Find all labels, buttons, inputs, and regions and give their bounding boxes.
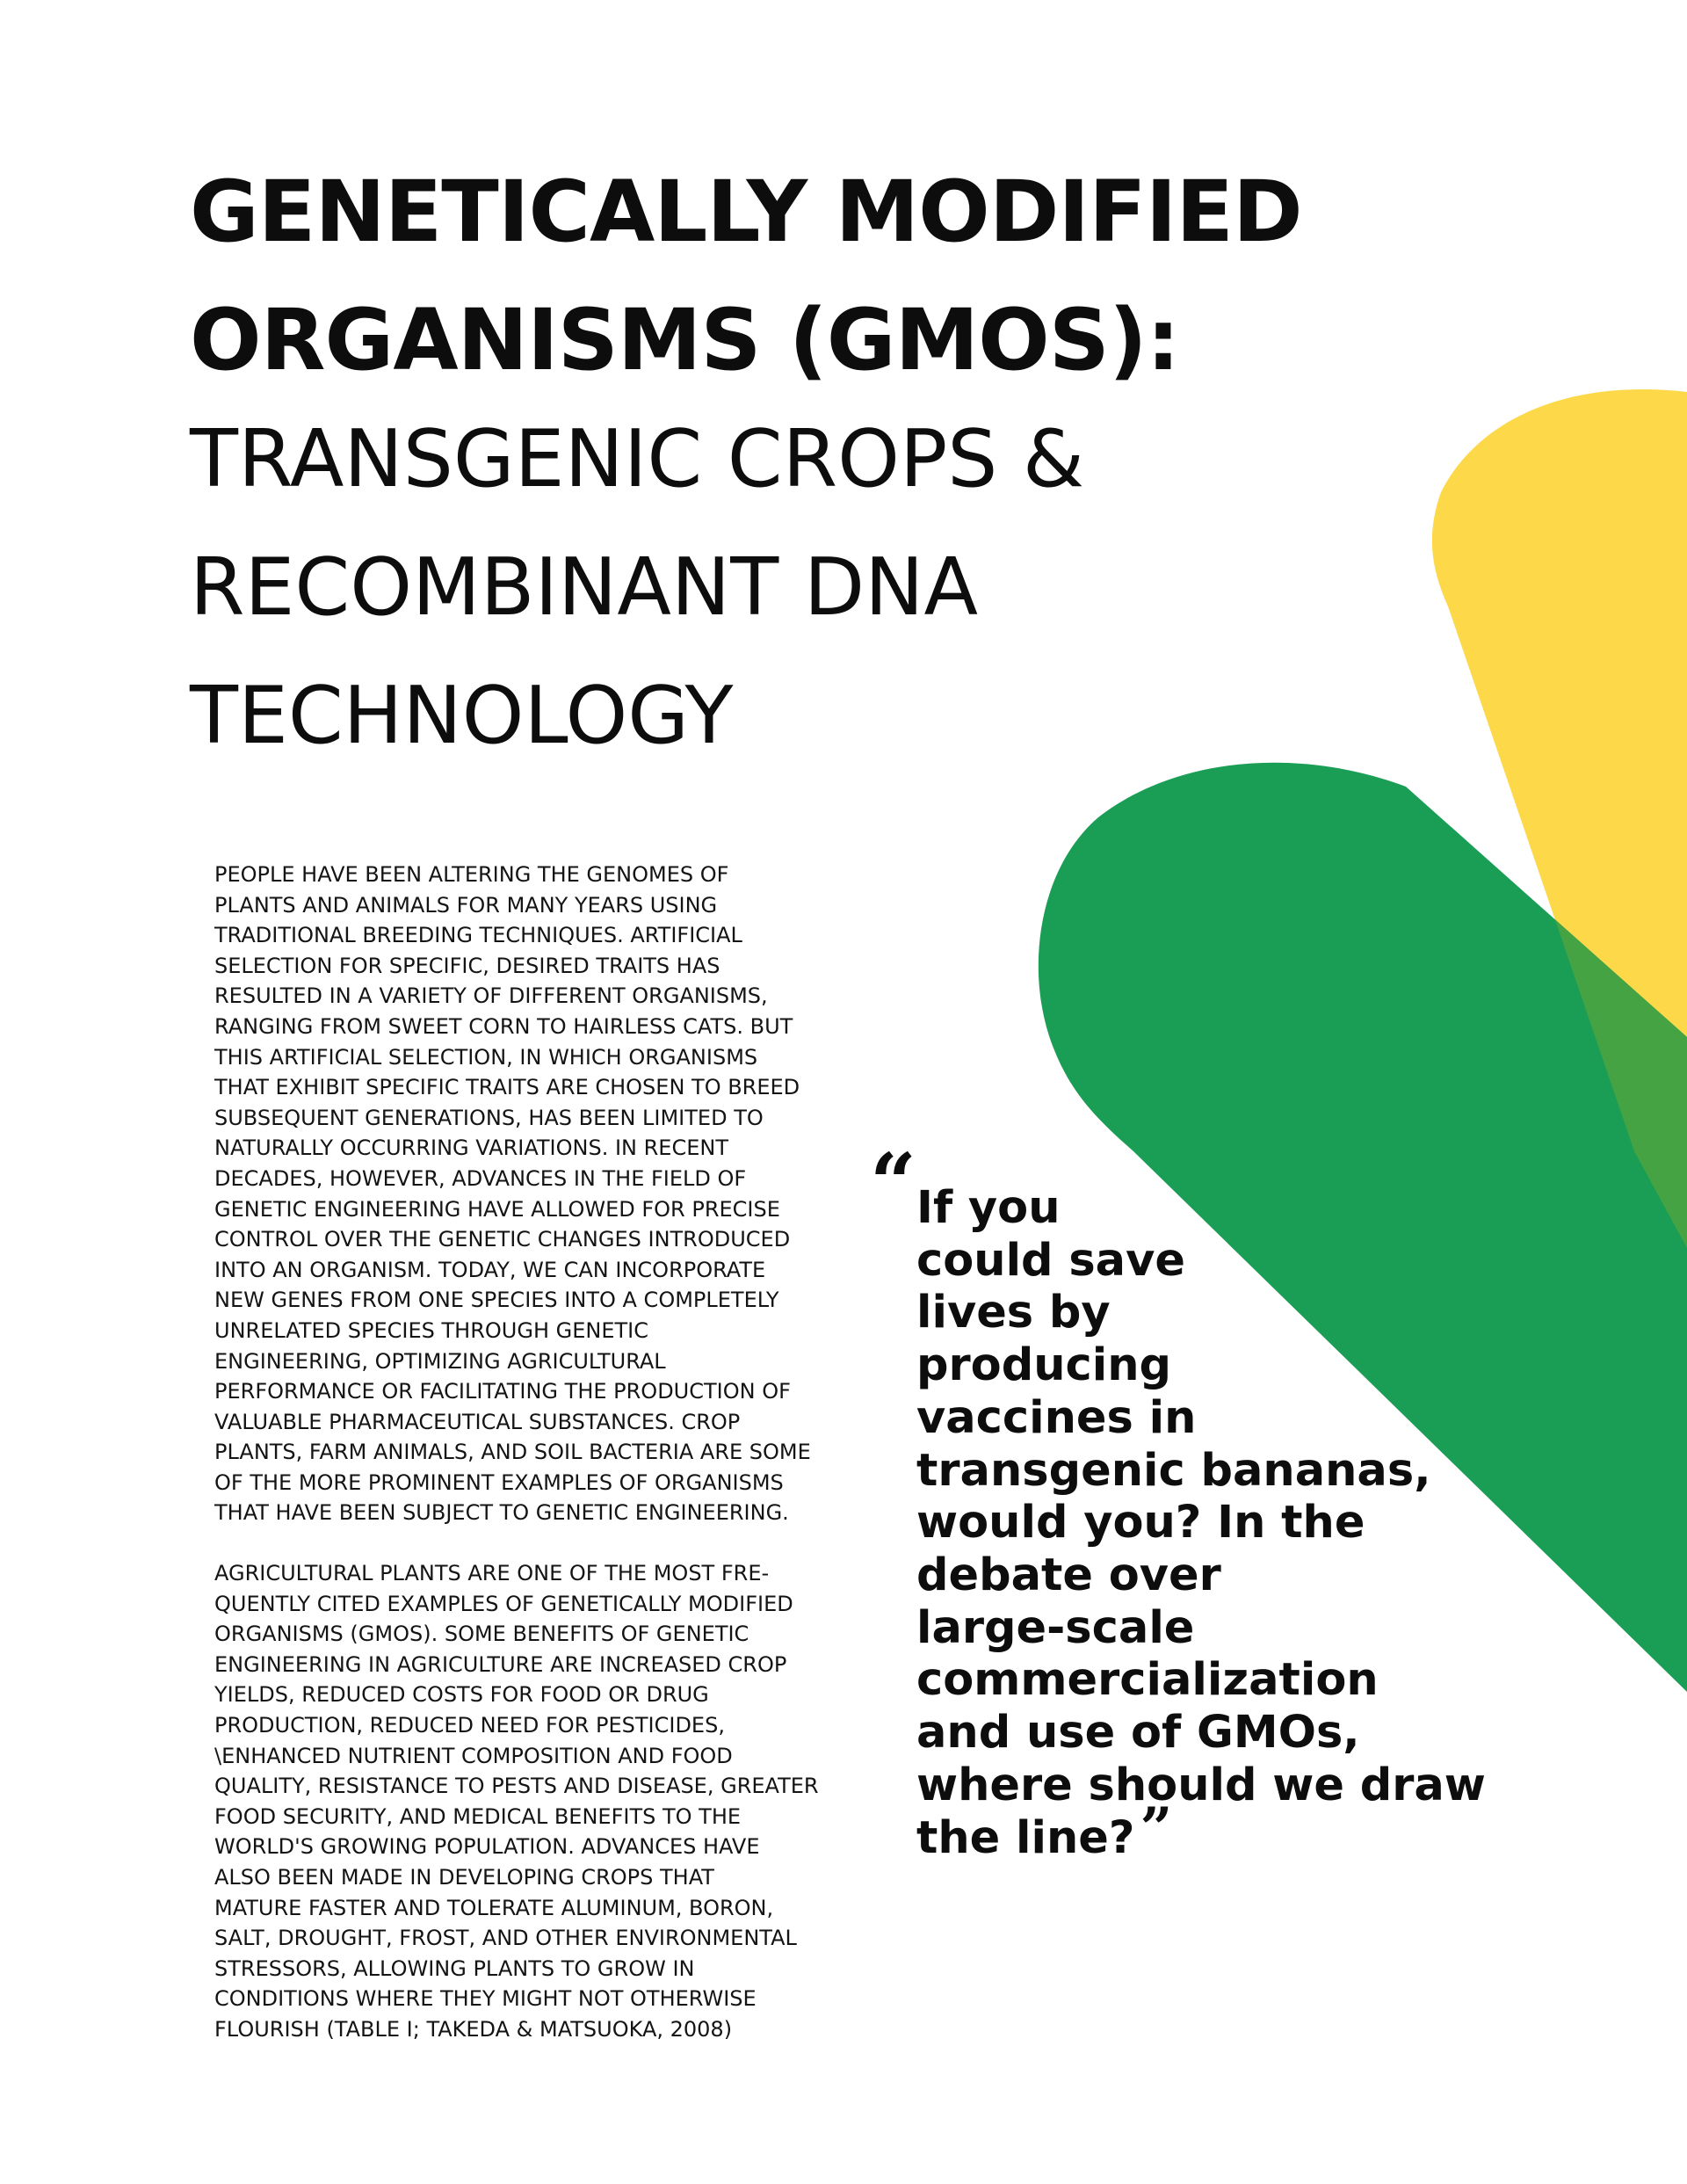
text-line: ORGANISMS (GMOS). SOME BENEFITS OF GENETIC xyxy=(214,1622,749,1647)
title-light-line: RECOMBINANT DNA xyxy=(190,541,979,634)
text-line: THAT EXHIBIT SPECIFIC TRAITS ARE CHOSEN TO BREED xyxy=(214,1075,800,1100)
quote-close-mark: ” xyxy=(1140,1796,1173,1862)
text-line: THAT HAVE BEEN SUBJECT TO GENETIC ENGINEERING. xyxy=(214,1500,789,1526)
title-bold-line: GENETICALLY MODIFIED xyxy=(190,163,1302,261)
text-line: QUENTLY CITED EXAMPLES OF GENETICALLY MODIFIED xyxy=(214,1591,793,1616)
text-line: MATURE FASTER AND TOLERATE ALUMINUM, BORON, xyxy=(214,1895,774,1920)
quote-line: large-scale xyxy=(916,1601,1195,1654)
quote-open-mark: “ xyxy=(870,1136,916,1230)
text-line: OF THE MORE PROMINENT EXAMPLES OF ORGANISMS xyxy=(214,1469,784,1495)
text-line: RANGING FROM SWEET CORN TO HAIRLESS CATS. BUT xyxy=(214,1013,793,1039)
text-line: YIELDS, REDUCED COSTS FOR FOOD OR DRUG xyxy=(214,1682,709,1708)
pull-quote xyxy=(916,1182,1549,1865)
text-line: ALSO BEEN MADE IN DEVELOPING CROPS THAT xyxy=(214,1865,714,1890)
text-line: PLANTS, FARM ANIMALS, AND SOIL BACTERIA ARE SOME xyxy=(214,1440,811,1465)
text-line: RESULTED IN A VARIETY OF DIFFERENT ORGANISMS, xyxy=(214,983,768,1009)
title-subtitle xyxy=(190,395,1084,780)
text-line: ENGINEERING IN AGRICULTURE ARE INCREASED CROP xyxy=(214,1651,787,1677)
quote-line: debate over xyxy=(916,1549,1221,1601)
title-bold xyxy=(190,148,1302,404)
text-line: SELECTION FOR SPECIFIC, DESIRED TRAITS HAS xyxy=(214,953,720,978)
text-line: PLANTS AND ANIMALS FOR MANY YEARS USING xyxy=(214,892,718,918)
text-line: AGRICULTURAL PLANTS ARE ONE OF THE MOST FRE- xyxy=(214,1561,770,1586)
body-text xyxy=(190,860,858,2045)
text-line: FLOURISH (TABLE I; TAKEDA & MATSUOKA, 2008) xyxy=(214,2016,733,2042)
text-line: FOOD SECURITY, AND MEDICAL BENEFITS TO THE xyxy=(214,1803,742,1829)
text-line: PRODUCTION, REDUCED NEED FOR PESTICIDES, xyxy=(214,1713,725,1738)
text-line: PERFORMANCE OR FACILITATING THE PRODUCTION OF xyxy=(214,1379,791,1404)
text-line: PEOPLE HAVE BEEN ALTERING THE GENOMES OF xyxy=(214,862,729,887)
text-line: WORLD'S GROWING POPULATION. ADVANCES HAVE xyxy=(214,1834,760,1860)
quote-line: If you xyxy=(916,1182,1061,1234)
title-bold-line: ORGANISMS (GMOS): xyxy=(190,291,1180,389)
text-line: UNRELATED SPECIES THROUGH GENETIC xyxy=(214,1317,648,1343)
text-line: SUBSEQUENT GENERATIONS, HAS BEEN LIMITED TO xyxy=(214,1105,764,1130)
quote-line: transgenic bananas, xyxy=(916,1444,1431,1497)
text-line: \ENHANCED NUTRIENT COMPOSITION AND FOOD xyxy=(214,1743,733,1768)
paragraph-2 xyxy=(190,1558,858,2045)
text-line: INTO AN ORGANISM. TODAY, WE CAN INCORPORATE xyxy=(214,1257,766,1282)
text-line: NATURALLY OCCURRING VARIATIONS. IN RECENT xyxy=(214,1136,728,1161)
quote-line: would you? In the xyxy=(916,1497,1365,1549)
text-line: ENGINEERING, OPTIMIZING AGRICULTURAL xyxy=(214,1348,666,1374)
quote-line: producing xyxy=(916,1339,1172,1392)
paragraph-1 xyxy=(190,860,858,1528)
text-line: TRADITIONAL BREEDING TECHNIQUES. ARTIFICIAL xyxy=(214,923,742,948)
title-light-line: TRANSGENIC CROPS & xyxy=(190,413,1085,505)
quote-line: the line? xyxy=(916,1812,1135,1865)
quote-line: vaccines in xyxy=(916,1391,1197,1444)
text-line: THIS ARTIFICIAL SELECTION, IN WHICH ORGANISMS xyxy=(214,1044,758,1070)
text-line: GENETIC ENGINEERING HAVE ALLOWED FOR PRECISE xyxy=(214,1196,780,1222)
title-light-line: TECHNOLOGY xyxy=(190,670,734,762)
text-line: VALUABLE PHARMACEUTICAL SUBSTANCES. CROP xyxy=(214,1409,741,1434)
quote-line: and use of GMOs, xyxy=(916,1707,1360,1760)
quote-line: where should we draw xyxy=(916,1759,1486,1811)
quote-line-last xyxy=(916,1796,1549,1865)
text-line: CONDITIONS WHERE THEY MIGHT NOT OTHERWISE xyxy=(214,1986,757,2012)
quote-line: commercialization xyxy=(916,1654,1379,1707)
text-line: NEW GENES FROM ONE SPECIES INTO A COMPLETELY xyxy=(214,1288,779,1313)
text-line: DECADES, HOWEVER, ADVANCES IN THE FIELD OF xyxy=(214,1165,747,1191)
quote-line: could save xyxy=(916,1234,1185,1287)
text-line: STRESSORS, ALLOWING PLANTS TO GROW IN xyxy=(214,1955,695,1981)
quote-line: lives by xyxy=(916,1287,1111,1339)
text-line: QUALITY, RESISTANCE TO PESTS AND DISEASE, GREATER xyxy=(214,1774,819,1799)
text-line: SALT, DROUGHT, FROST, AND OTHER ENVIRONMENTAL xyxy=(214,1926,797,1951)
text-line: CONTROL OVER THE GENETIC CHANGES INTRODUCED xyxy=(214,1227,791,1252)
